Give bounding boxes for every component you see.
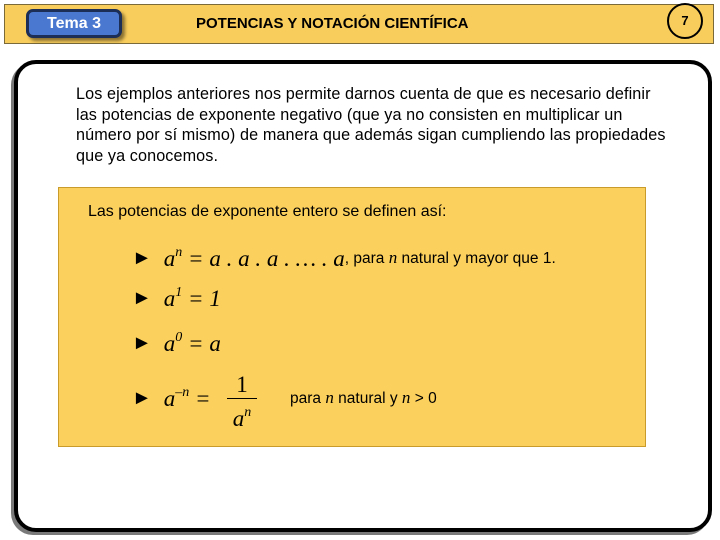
page-number-badge: 7 [667,3,703,39]
page-title: POTENCIAS Y NOTACIÓN CIENTÍFICA [196,15,469,32]
rule-2-formula: $a^1 = 1$ [163,284,221,311]
rule-4-lhs: $a^{-n}$ = [163,384,211,411]
bullet-arrow-icon: ► [132,246,152,269]
rule-row-4 [132,383,211,413]
fraction-denominator: $a^n$ [232,405,252,431]
intro-paragraph: Los ejemplos anteriores nos permite darnos cuenta de que es necesario definir las potencias de exponente negativo (que ya no consisten en multiplicar un número por sí mismo) de manera que además sigan cumpliendo las propiedades que ya conocemos. [76,85,666,165]
rule-row-1 [132,243,556,273]
rule-row-3 [132,328,221,358]
rule-1-formula: $a^n = a$ . a . a . … . a [163,244,345,271]
tema-tab-badge[interactable]: Tema 3 [26,9,122,38]
bullet-arrow-icon: ► [132,286,152,309]
fraction-numerator: 1 [236,372,248,397]
rule-1-note: , para n natural y mayor que 1. [344,248,556,267]
rule-4-fraction [226,372,258,431]
definition-heading: Las potencias de exponente entero se definen así: [88,203,447,220]
bullet-arrow-icon: ► [132,331,152,354]
rule-3-formula: $a^0 = a$ [163,329,221,356]
bullet-arrow-icon: ► [132,386,152,409]
rule-4-note: para n natural y n > 0 [290,388,437,407]
rule-row-2 [132,283,221,313]
